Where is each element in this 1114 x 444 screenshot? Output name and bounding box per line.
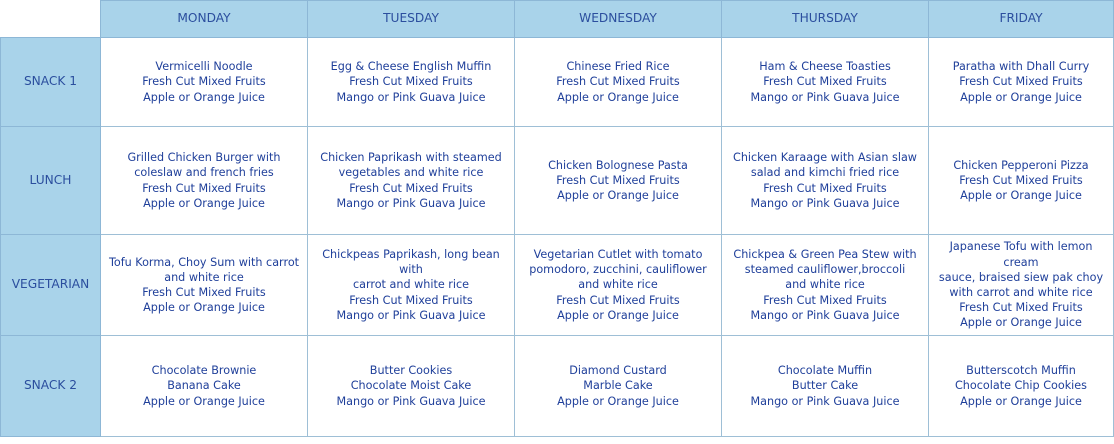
table-corner: [0, 0, 101, 38]
menu-item: Fresh Cut Mixed Fruits: [556, 173, 680, 187]
day-header-thursday: THURSDAY: [722, 0, 929, 38]
menu-cell-vegetarian-wednesday: [515, 235, 722, 336]
menu-item: Mango or Pink Guava Juice: [336, 308, 486, 322]
menu-cell-vegetarian-tuesday: [308, 235, 515, 336]
menu-item: with carrot and white rice: [949, 286, 1093, 299]
menu-item: Butter Cake: [791, 379, 859, 393]
meal-header-snack-2: SNACK 2: [0, 336, 101, 437]
menu-item: Chocolate Moist Cake: [350, 379, 472, 393]
menu-item: Apple or Orange Juice: [143, 394, 265, 408]
menu-item: and white rice: [785, 278, 865, 292]
menu-item: Paratha with Dhall Curry: [952, 60, 1090, 74]
menu-cell-snack-2-thursday: [722, 336, 929, 437]
menu-item: Chocolate Muffin: [777, 364, 873, 378]
menu-item: Vermicelli Noodle: [155, 60, 253, 74]
menu-item: Chickpea & Green Pea Stew with: [733, 247, 917, 261]
menu-cell-lunch-tuesday: [308, 127, 515, 235]
menu-item: Tofu Korma, Choy Sum with carrot: [108, 255, 300, 269]
menu-item: Fresh Cut Mixed Fruits: [142, 181, 266, 195]
menu-cell-snack-1-wednesday: [515, 38, 722, 127]
menu-item: Apple or Orange Juice: [557, 394, 679, 408]
menu-cell-lunch-friday: [929, 127, 1114, 235]
menu-item: Fresh Cut Mixed Fruits: [556, 75, 680, 89]
menu-cell-snack-1-tuesday: [308, 38, 515, 127]
menu-item: Egg & Cheese English Muffin: [330, 60, 492, 74]
menu-item: Apple or Orange Juice: [960, 316, 1082, 330]
menu-cell-snack-1-monday: [101, 38, 308, 127]
menu-item: Mango or Pink Guava Juice: [336, 90, 486, 104]
menu-item: Apple or Orange Juice: [557, 189, 679, 203]
menu-item: Ham & Cheese Toasties: [759, 60, 891, 74]
menu-cell-vegetarian-monday: [101, 235, 308, 336]
menu-item: sauce, braised siew pak choy: [938, 270, 1104, 284]
menu-item: Mango or Pink Guava Juice: [750, 308, 900, 322]
menu-cell-snack-2-tuesday: [308, 336, 515, 437]
menu-item: Japanese Tofu with lemon cream: [949, 240, 1093, 269]
menu-item: and white rice: [164, 270, 244, 284]
meal-header-vegetarian: VEGETARIAN: [0, 235, 101, 336]
menu-cell-snack-1-friday: [929, 38, 1114, 127]
menu-item: and white rice: [578, 278, 658, 292]
menu-item: Mango or Pink Guava Juice: [750, 394, 900, 408]
menu-item: Apple or Orange Juice: [557, 308, 679, 322]
day-header-wednesday: WEDNESDAY: [515, 0, 722, 38]
menu-item: steamed cauliflower,broccoli: [744, 263, 906, 277]
menu-item: Diamond Custard: [569, 364, 667, 378]
menu-cell-vegetarian-friday: [929, 235, 1114, 336]
menu-item: Fresh Cut Mixed Fruits: [142, 286, 266, 299]
menu-item: Marble Cake: [583, 379, 653, 393]
menu-item: Apple or Orange Juice: [143, 301, 265, 315]
day-header-monday: MONDAY: [101, 0, 308, 38]
menu-item: Mango or Pink Guava Juice: [750, 90, 900, 104]
meal-header-lunch: LUNCH: [0, 127, 101, 235]
menu-item: Fresh Cut Mixed Fruits: [142, 75, 266, 89]
menu-cell-lunch-thursday: [722, 127, 929, 235]
menu-item: Chocolate Chip Cookies: [955, 379, 1087, 393]
menu-item: vegetables and white rice: [338, 166, 484, 180]
menu-item: Butterscotch Muffin: [966, 364, 1076, 378]
menu-item: Mango or Pink Guava Juice: [750, 196, 900, 210]
menu-item: Chicken Bolognese Pasta: [548, 158, 688, 172]
menu-item: Vegetarian Cutlet with tomato: [533, 247, 703, 261]
menu-item: coleslaw and french fries: [134, 166, 274, 180]
menu-item: Chocolate Brownie: [151, 364, 257, 378]
menu-item: salad and kimchi fried rice: [750, 166, 900, 180]
menu-item: Apple or Orange Juice: [960, 394, 1082, 408]
menu-item: Apple or Orange Juice: [960, 90, 1082, 104]
menu-item: Mango or Pink Guava Juice: [336, 394, 486, 408]
menu-item: Fresh Cut Mixed Fruits: [349, 293, 473, 307]
menu-item: Fresh Cut Mixed Fruits: [959, 301, 1083, 315]
menu-item: Fresh Cut Mixed Fruits: [959, 173, 1083, 187]
menu-item: Fresh Cut Mixed Fruits: [763, 293, 887, 307]
meal-header-snack-1: SNACK 1: [0, 38, 101, 127]
day-header-friday: FRIDAY: [929, 0, 1114, 38]
menu-item: Fresh Cut Mixed Fruits: [763, 181, 887, 195]
menu-cell-vegetarian-thursday: [722, 235, 929, 336]
menu-item: Chicken Karaage with Asian slaw: [733, 151, 917, 165]
menu-item: Banana Cake: [167, 379, 241, 393]
menu-cell-snack-2-wednesday: [515, 336, 722, 437]
menu-item: Chinese Fried Rice: [566, 60, 670, 74]
menu-cell-snack-2-friday: [929, 336, 1114, 437]
menu-item: Mango or Pink Guava Juice: [336, 196, 486, 210]
menu-item: Grilled Chicken Burger with: [127, 151, 281, 165]
menu-item: Apple or Orange Juice: [143, 90, 265, 104]
menu-item: Fresh Cut Mixed Fruits: [556, 293, 680, 307]
day-header-tuesday: TUESDAY: [308, 0, 515, 38]
menu-item: pomodoro, zucchini, cauliflower: [529, 263, 707, 277]
menu-item: Apple or Orange Juice: [557, 90, 679, 104]
menu-item: Fresh Cut Mixed Fruits: [349, 181, 473, 195]
menu-cell-lunch-monday: [101, 127, 308, 235]
menu-item: Apple or Orange Juice: [143, 196, 265, 210]
menu-item: Apple or Orange Juice: [960, 189, 1082, 203]
menu-item: Chicken Paprikash with steamed: [320, 151, 502, 165]
menu-item: carrot and white rice: [352, 278, 470, 292]
menu-item: Chickpeas Paprikash, long bean with: [322, 247, 500, 277]
menu-item: Fresh Cut Mixed Fruits: [959, 75, 1083, 89]
menu-item: Butter Cookies: [369, 364, 453, 378]
menu-item: Chicken Pepperoni Pizza: [953, 158, 1089, 172]
menu-cell-lunch-wednesday: [515, 127, 722, 235]
menu-cell-snack-1-thursday: [722, 38, 929, 127]
menu-item: Fresh Cut Mixed Fruits: [349, 75, 473, 89]
menu-cell-snack-2-monday: [101, 336, 308, 437]
menu-item: Fresh Cut Mixed Fruits: [763, 75, 887, 89]
